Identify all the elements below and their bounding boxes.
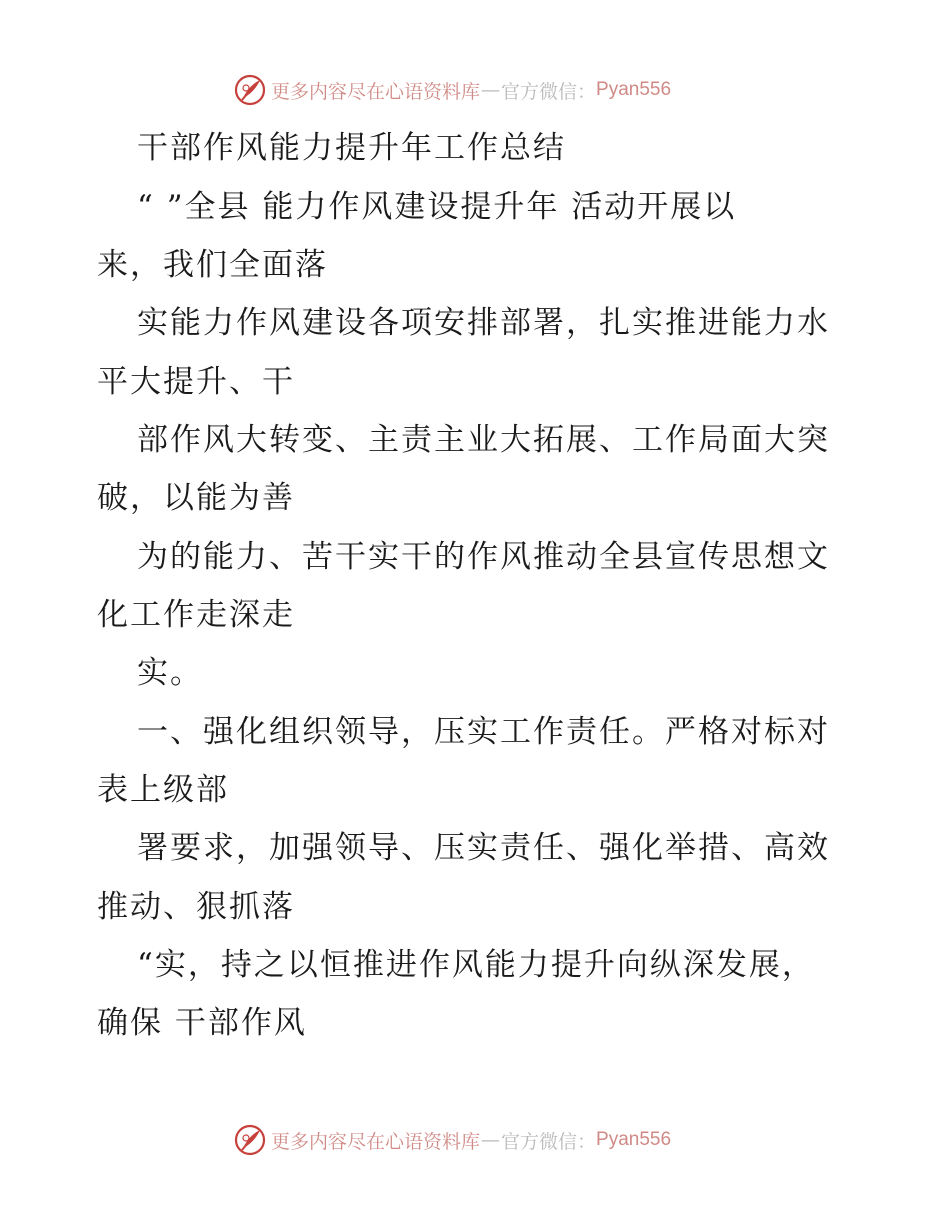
watermark-wechat-label: 官方微信： — [501, 80, 597, 103]
paragraph-line: 平大提升、干 — [97, 364, 295, 400]
paragraph-line: 为的能力、苦干实干的作风推动全县宣传思想文 — [137, 539, 830, 575]
paragraph-line: 来，我们全面落 — [97, 247, 328, 283]
paragraph-line: 确保 干部作风 — [97, 1005, 307, 1041]
paragraph-line: 实。 — [137, 655, 203, 691]
paragraph-line: 实能力作风建设各项安排部署，扎实推进能力水 — [137, 305, 830, 341]
paragraph-line: 化工作走深走 — [97, 597, 295, 633]
footer-watermark — [233, 1122, 671, 1158]
watermark-separator: — — [481, 79, 501, 101]
paragraph-line: 推动、狠抓落 — [97, 889, 295, 925]
watermark-text: 更多内容尽在心语资料库 — [271, 1130, 481, 1153]
watermark-wechat-id: Pyan556 — [596, 79, 672, 100]
paragraph-line: 表上级部 — [97, 772, 229, 808]
section-heading-line: 一、强化组织领导，压实工作责任。严格对标对 — [137, 714, 830, 750]
feather-pen-logo-icon — [233, 73, 267, 107]
watermark-separator: — — [481, 1129, 501, 1151]
paragraph-line: “ ”全县 能力作风建设提升年 活动开展以 — [137, 189, 737, 225]
feather-pen-logo-icon — [233, 1123, 267, 1157]
header-watermark — [233, 72, 671, 108]
paragraph-line: 部作风大转变、主责主业大拓展、工作局面大突 — [137, 422, 830, 458]
watermark-text: 更多内容尽在心语资料库 — [271, 80, 481, 103]
document-title: 干部作风能力提升年工作总结 — [137, 130, 566, 166]
watermark-wechat-id: Pyan556 — [596, 1129, 672, 1150]
paragraph-line: “实，持之以恒推进作风能力提升向纵深发展， — [137, 947, 815, 983]
watermark-wechat-label: 官方微信： — [501, 1130, 597, 1153]
paragraph-line: 署要求，加强领导、压实责任、强化举措、高效 — [137, 830, 830, 866]
paragraph-line: 破，以能为善 — [97, 480, 295, 516]
